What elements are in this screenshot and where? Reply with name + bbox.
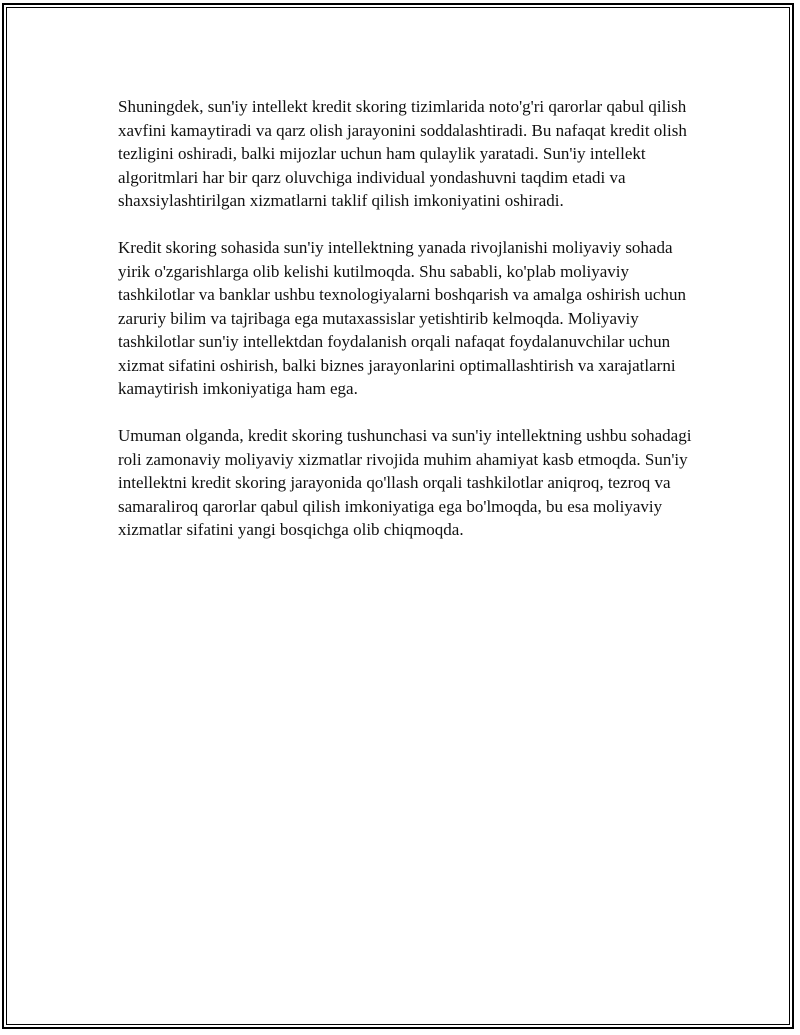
paragraph-3: Umuman olganda, kredit skoring tushunchasi va sun'iy intellektning ushbu sohadagi roli zamonaviy moliyaviy xizmatlar rivojida muhim ahamiyat kasb etmoqda. Sun'iy intellektni kredit skoring jarayonida qo'llash orqali tashkilotlar aniqroq, tezroq va samaraliroq qarorlar qabul qilish imkoniyatiga ega bo'lmoqda, bu esa moliyaviy xizmatlar sifatini yangi bosqichga olib chiqmoqda. [118,426,692,539]
document-body [118,95,698,565]
paragraph-1: Shuningdek, sun'iy intellekt kredit skoring tizimlarida noto'g'ri qarorlar qabul qilish xavfini kamaytiradi va qarz olish jarayonini soddalashtiradi. Bu nafaqat kredit olish tezligini oshiradi, balki mijozlar uchun ham qulaylik yaratadi. Sun'iy intellekt algoritmlari har bir qarz oluvchiga individual yondashuvni taqdim etadi va shaxsiylashtirilgan xizmatlarni taklif qilish imkoniyatini oshiradi. [118,97,687,210]
document-page [2,3,794,1029]
paragraph-2: Kredit skoring sohasida sun'iy intellektning yanada rivojlanishi moliyaviy sohada yirik o'zgarishlarga olib kelishi kutilmoqda. Shu sababli, ko'plab moliyaviy tashkilotlar va banklar ushbu texnologiyalarni boshqarish va amalga oshirish uchun zaruriy bilim va tajribaga ega mutaxassislar yetishtirib kelmoqda. Moliyaviy tashkilotlar sun'iy intellektdan foydalanish orqali nafaqat foydalanuvchilar uchun xizmat sifatini oshirish, balki biznes jarayonlarini optimallashtirish va xarajatlarni kamaytirish imkoniyatiga ham ega. [118,238,686,398]
